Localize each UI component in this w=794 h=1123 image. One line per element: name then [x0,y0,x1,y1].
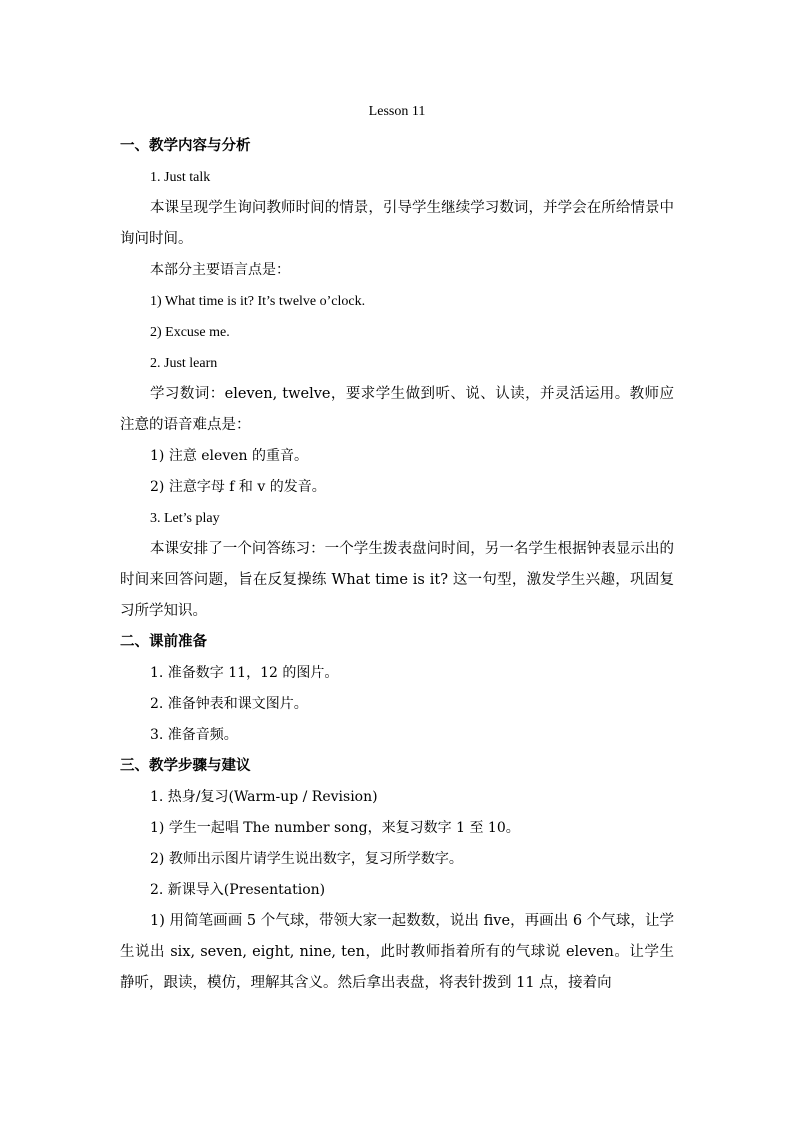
paragraph-just-talk-intro: 本课呈现学生询问教师时间的情景，引导学生继续学习数词，并学会在所给情景中询问时间。 [120,200,674,247]
list-item-show-pictures: 2) 教师出示图片请学生说出数字，复习所学数字。 [150,851,463,867]
subheading-warm-up: 1. 热身/复习(Warm-up / Revision) [150,789,378,805]
subheading-presentation: 2. 新课导入(Presentation) [150,882,326,898]
paragraph-language-points: 本部分主要语言点是： [150,262,290,278]
section-heading-content-analysis: 一、教学内容与分析 [120,138,251,154]
list-item-prep-audio: 3. 准备音频。 [150,727,238,743]
list-item-excuse-me: 2) Excuse me. [150,325,230,340]
section-heading-preparation: 二、课前准备 [120,634,207,650]
list-item-number-song: 1) 学生一起唱 The number song，来复习数字 1 至 10。 [150,820,520,836]
subheading-just-learn: 2. Just learn [150,356,218,371]
subheading-just-talk: 1. Just talk [150,170,211,185]
subheading-lets-play: 3. Let’s play [150,511,220,526]
list-item-prep-number-pictures: 1. 准备数字 11，12 的图片。 [150,665,339,681]
list-item-prep-clock-pictures: 2. 准备钟表和课文图片。 [150,696,308,712]
list-item-f-v-sound: 2) 注意字母 f 和 v 的发音。 [150,479,326,495]
paragraph-lets-play-intro: 本课安排了一个问答练习：一个学生拨表盘问时间，另一名学生根据钟表显示出的时间来回答问题，旨在反复操练 What time is it? 这一句型，激发学生兴趣，巩固复习所学知识。 [120,541,674,619]
list-item-what-time: 1) What time is it? It’s twelve o’clock. [150,294,366,309]
document-body [120,131,674,999]
paragraph-just-learn-intro: 学习数词：eleven, twelve，要求学生做到听、说、认读，并灵活运用。教师应注意的语音难点是： [120,386,674,433]
paragraph-balloons: 1) 用简笔画画 5 个气球，带领大家一起数数，说出 five，再画出 6 个气球，让学生说出 six, seven, eight, nine, ten，此时教师指着所有的气球说 eleven。让学生静听，跟读，模仿，理解其含义。然后拿出表盘，将表针拨到 11 点，接着向 [120,913,674,991]
lesson-title: Lesson 11 [368,104,426,119]
list-item-eleven-stress: 1) 注意 eleven 的重音。 [150,448,308,464]
section-heading-teaching-steps: 三、教学步骤与建议 [120,758,251,774]
